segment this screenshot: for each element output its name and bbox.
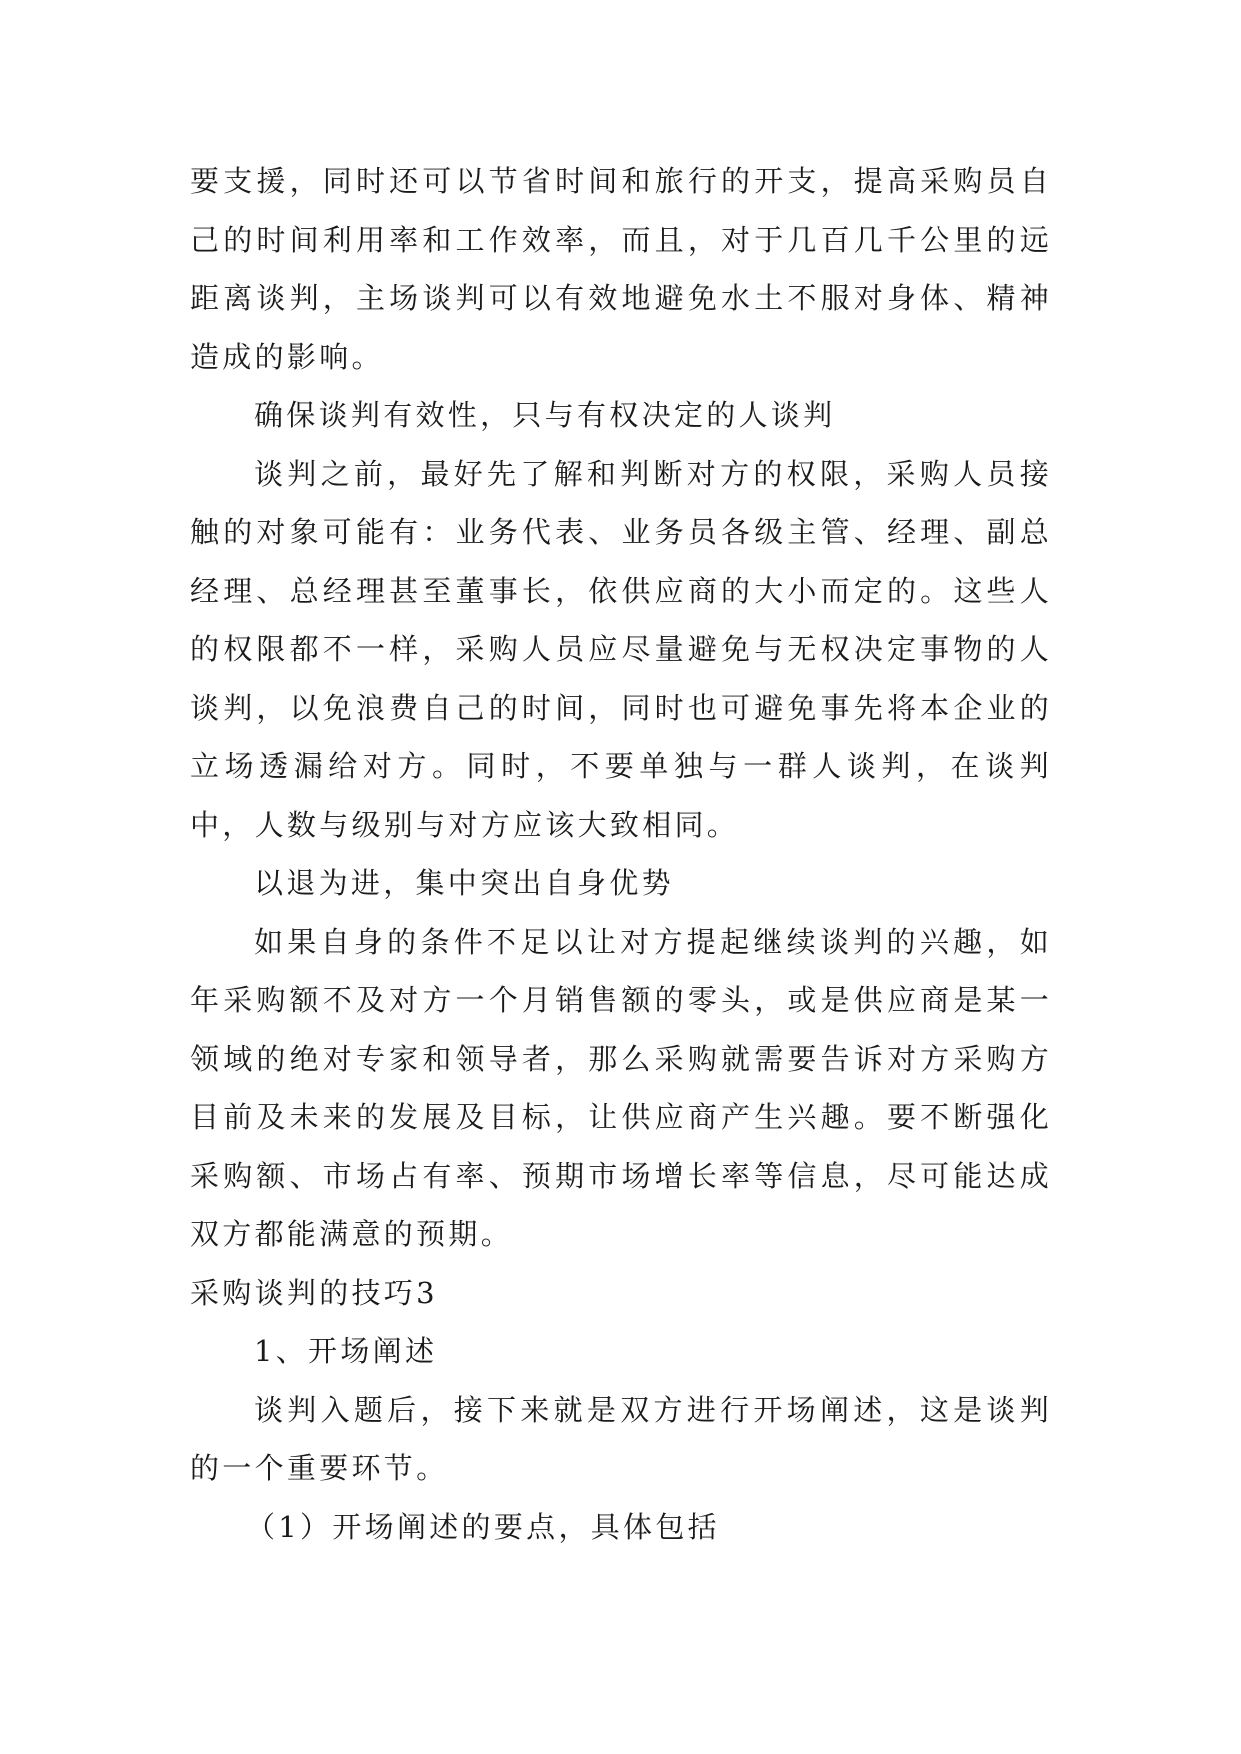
paragraph-opening-statement: 谈判入题后，接下来就是双方进行开场阐述，这是谈判的一个重要环节。 <box>190 1392 1052 1485</box>
heading-authority-negotiation: 确保谈判有效性，只与有权决定的人谈判 <box>254 398 836 432</box>
paragraph-retreat-to-advance: 如果自身的条件不足以让对方提起继续谈判的兴趣，如年采购额不及对方一个月销售额的零头，或是供应商是某一领域的绝对专家和领导者，那么采购就需要告诉对方采购方目前及未来的发展及目标，让供应商产生兴趣。要不断强化采购额、市场占有率、预期市场增长率等信息，尽可能达成双方都能满意的预期。 <box>190 924 1052 1251</box>
paragraph-authority-negotiation: 谈判之前，最好先了解和判断对方的权限，采购人员接触的对象可能有：业务代表、业务员各级主管、经理、副总经理、总经理甚至董事长，依供应商的大小而定的。这些人的权限都不一样，采购人员应尽量避免与无权决定事物的人谈判，以免浪费自己的时间，同时也可避免事先将本企业的立场透漏给对方。同时，不要单独与一群人谈判，在谈判中，人数与级别与对方应该大致相同。 <box>190 456 1052 842</box>
heading-opening-statement: 1、开场阐述 <box>254 1334 438 1368</box>
heading-retreat-to-advance: 以退为进，集中突出自身优势 <box>254 866 674 900</box>
subheading-opening-statement-points: （1）开场阐述的要点，具体包括 <box>246 1509 720 1544</box>
section-title-techniques-3: 采购谈判的技巧3 <box>190 1275 438 1310</box>
document-page <box>190 152 1052 1556</box>
paragraph-home-negotiation-benefits: 要支援，同时还可以节省时间和旅行的开支，提高采购员自己的时间利用率和工作效率，而且，对于几百几千公里的远距离谈判，主场谈判可以有效地避免水土不服对身体、精神造成的影响。 <box>190 164 1052 374</box>
